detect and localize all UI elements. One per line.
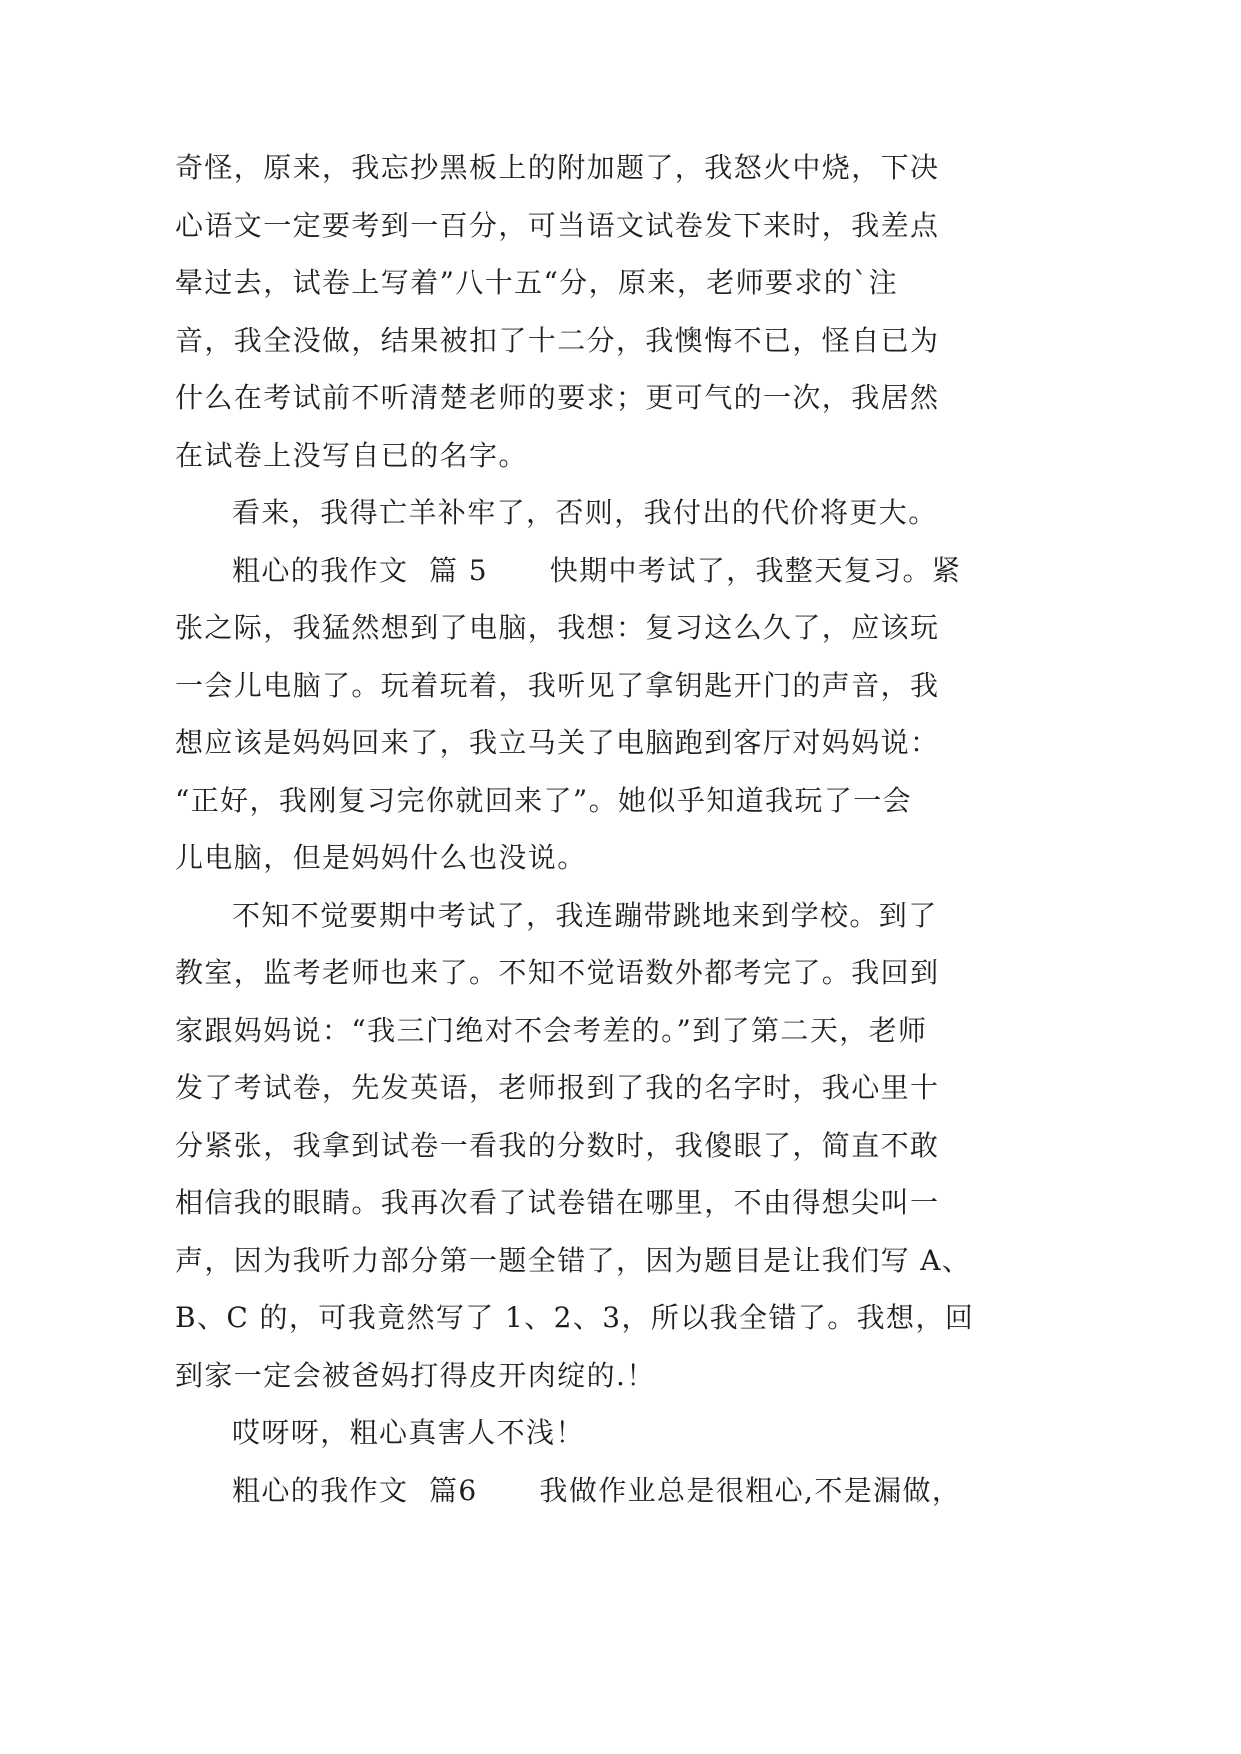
text-line: 相信我的眼睛。我再次看了试卷错在哪里，不由得想尖叫一 <box>175 1186 940 1219</box>
paragraph-start-line: 哎呀呀，粗心真害人不浅！ <box>232 1416 585 1449</box>
text-line: 到家一定会被爸妈打得皮开肉绽的.！ <box>175 1358 656 1392</box>
text-line: 在试卷上没写自已的名字。 <box>175 438 528 472</box>
text-line: 儿电脑，但是妈妈什么也没说。 <box>175 841 587 874</box>
essay-heading-line: 粗心的我作文 篇 5 快期中考试了，我整天复习。紧 <box>232 553 962 587</box>
text-line: B、C 的，可我竟然写了 1、2、3，所以我全错了。我想，回 <box>175 1301 975 1334</box>
text-line: 什么在考试前不听清楚老师的要求；更可气的一次，我居然 <box>175 381 940 414</box>
text-line: 分紧张，我拿到试卷一看我的分数时，我傻眼了，简直不敢 <box>175 1128 940 1162</box>
text-line: 声，因为我听力部分第一题全错了，因为题目是让我们写 A、 <box>175 1243 972 1277</box>
essay-heading-line: 粗心的我作文 篇6 我做作业总是很粗心,不是漏做， <box>232 1473 962 1507</box>
text-line: 发了考试卷，先发英语，老师报到了我的名字时，我心里十 <box>175 1071 940 1104</box>
text-line: 音，我全没做，结果被扣了十二分，我懊悔不已，怪自已为 <box>175 323 940 357</box>
text-line: 教室，监考老师也来了。不知不觉语数外都考完了。我回到 <box>175 956 940 989</box>
text-line: 家跟妈妈说：“我三门绝对不会考差的。”到了第二天，老师 <box>175 1013 928 1047</box>
paragraph-start-line: 看来，我得亡羊补牢了，否则，我付出的代价将更大。 <box>232 496 938 529</box>
body-text <box>175 139 975 1519</box>
text-line: 心语文一定要考到一百分，可当语文试卷发下来时，我差点 <box>175 208 940 242</box>
paragraph-start-line: 不知不觉要期中考试了，我连蹦带跳地来到学校。到了 <box>232 898 938 932</box>
text-line: 奇怪，原来，我忘抄黑板上的附加题了，我怒火中烧，下决 <box>175 151 940 184</box>
text-line: 张之际，我猛然想到了电脑，我想：复习这么久了，应该玩 <box>175 611 940 644</box>
text-line: 想应该是妈妈回来了，我立马关了电脑跑到客厅对妈妈说： <box>175 726 940 759</box>
text-line: 晕过去，试卷上写着”八十五“分，原来，老师要求的`注 <box>175 266 899 299</box>
text-line: “正好，我刚复习完你就回来了”。她似乎知道我玩了一会 <box>175 783 913 817</box>
text-line: 一会儿电脑了。玩着玩着，我听见了拿钥匙开门的声音，我 <box>175 668 940 702</box>
